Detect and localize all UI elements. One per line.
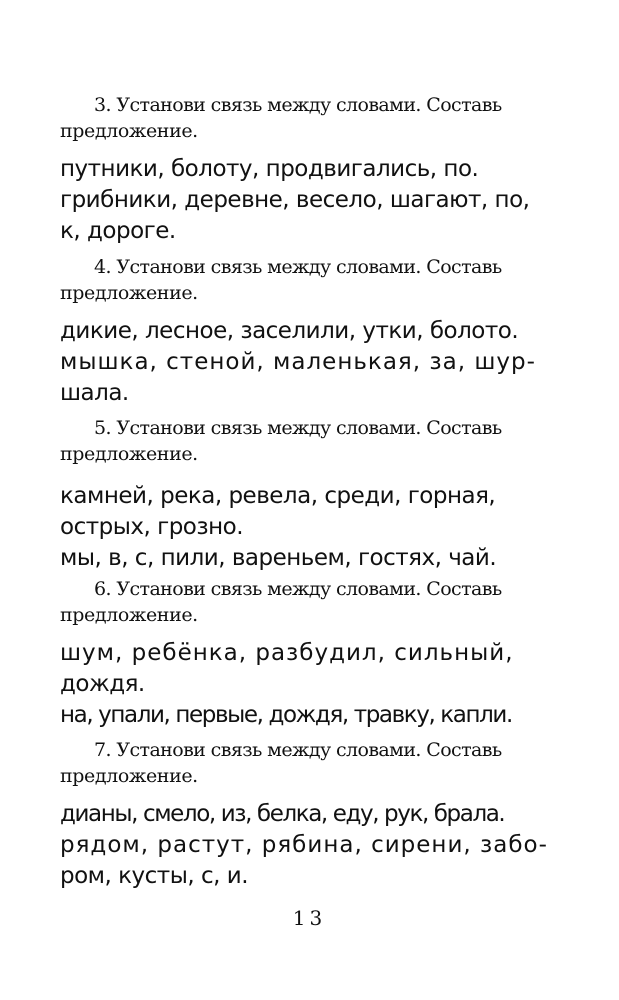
exercise-5 (60, 415, 560, 574)
exercise-instruction (60, 576, 560, 628)
task-line: рядом, растут, рябина, сирени, забо- (60, 832, 548, 858)
task-line: дианы, смело, из, белка, еду, рук, брала. (60, 801, 505, 827)
instruction-line: предложение. (60, 120, 198, 142)
exercise-instruction (60, 92, 560, 144)
exercise-6 (60, 576, 560, 731)
task-line: острых, грозно. (60, 514, 244, 540)
exercise-instruction (60, 415, 560, 467)
instruction-line: 5. Установи связь между словами. Составь (94, 417, 502, 439)
instruction-line: предложение. (60, 604, 198, 626)
task-line: на, упали, первые, дождя, травку, капли. (60, 702, 512, 728)
instruction-line: предложение. (60, 282, 198, 304)
instruction-line: предложение. (60, 443, 198, 465)
page-number: 13 (292, 906, 327, 930)
task-line: шала. (60, 380, 129, 406)
task-line: ром, кусты, с, и. (60, 863, 248, 889)
task-line: грибники, деревне, весело, шагают, по, (60, 187, 530, 213)
task-line: мы, в, с, пили, вареньем, гостях, чай. (60, 545, 497, 571)
task-line: дикие, лесное, заселили, утки, болото. (60, 318, 519, 344)
exercise-instruction (60, 737, 560, 789)
task-line: дождя. (60, 671, 145, 697)
instruction-line: 6. Установи связь между словами. Составь (94, 578, 502, 600)
instruction-line: 3. Установи связь между словами. Составь (94, 94, 502, 116)
exercise-7 (60, 737, 560, 892)
task-line: шум, ребёнка, разбудил, сильный, (60, 640, 514, 666)
task-line: путники, болоту, продвигались, по. (60, 156, 479, 182)
exercise-4 (60, 254, 560, 409)
instruction-line: 4. Установи связь между словами. Составь (94, 256, 502, 278)
exercise-3 (60, 92, 560, 247)
task-line: камней, река, ревела, среди, горная, (60, 483, 496, 509)
instruction-line: предложение. (60, 765, 198, 787)
task-line: мышка, стеной, маленькая, за, шур- (60, 349, 536, 375)
instruction-line: 7. Установи связь между словами. Составь (94, 739, 502, 761)
task-line: к, дороге. (60, 218, 176, 244)
exercise-instruction (60, 254, 560, 306)
